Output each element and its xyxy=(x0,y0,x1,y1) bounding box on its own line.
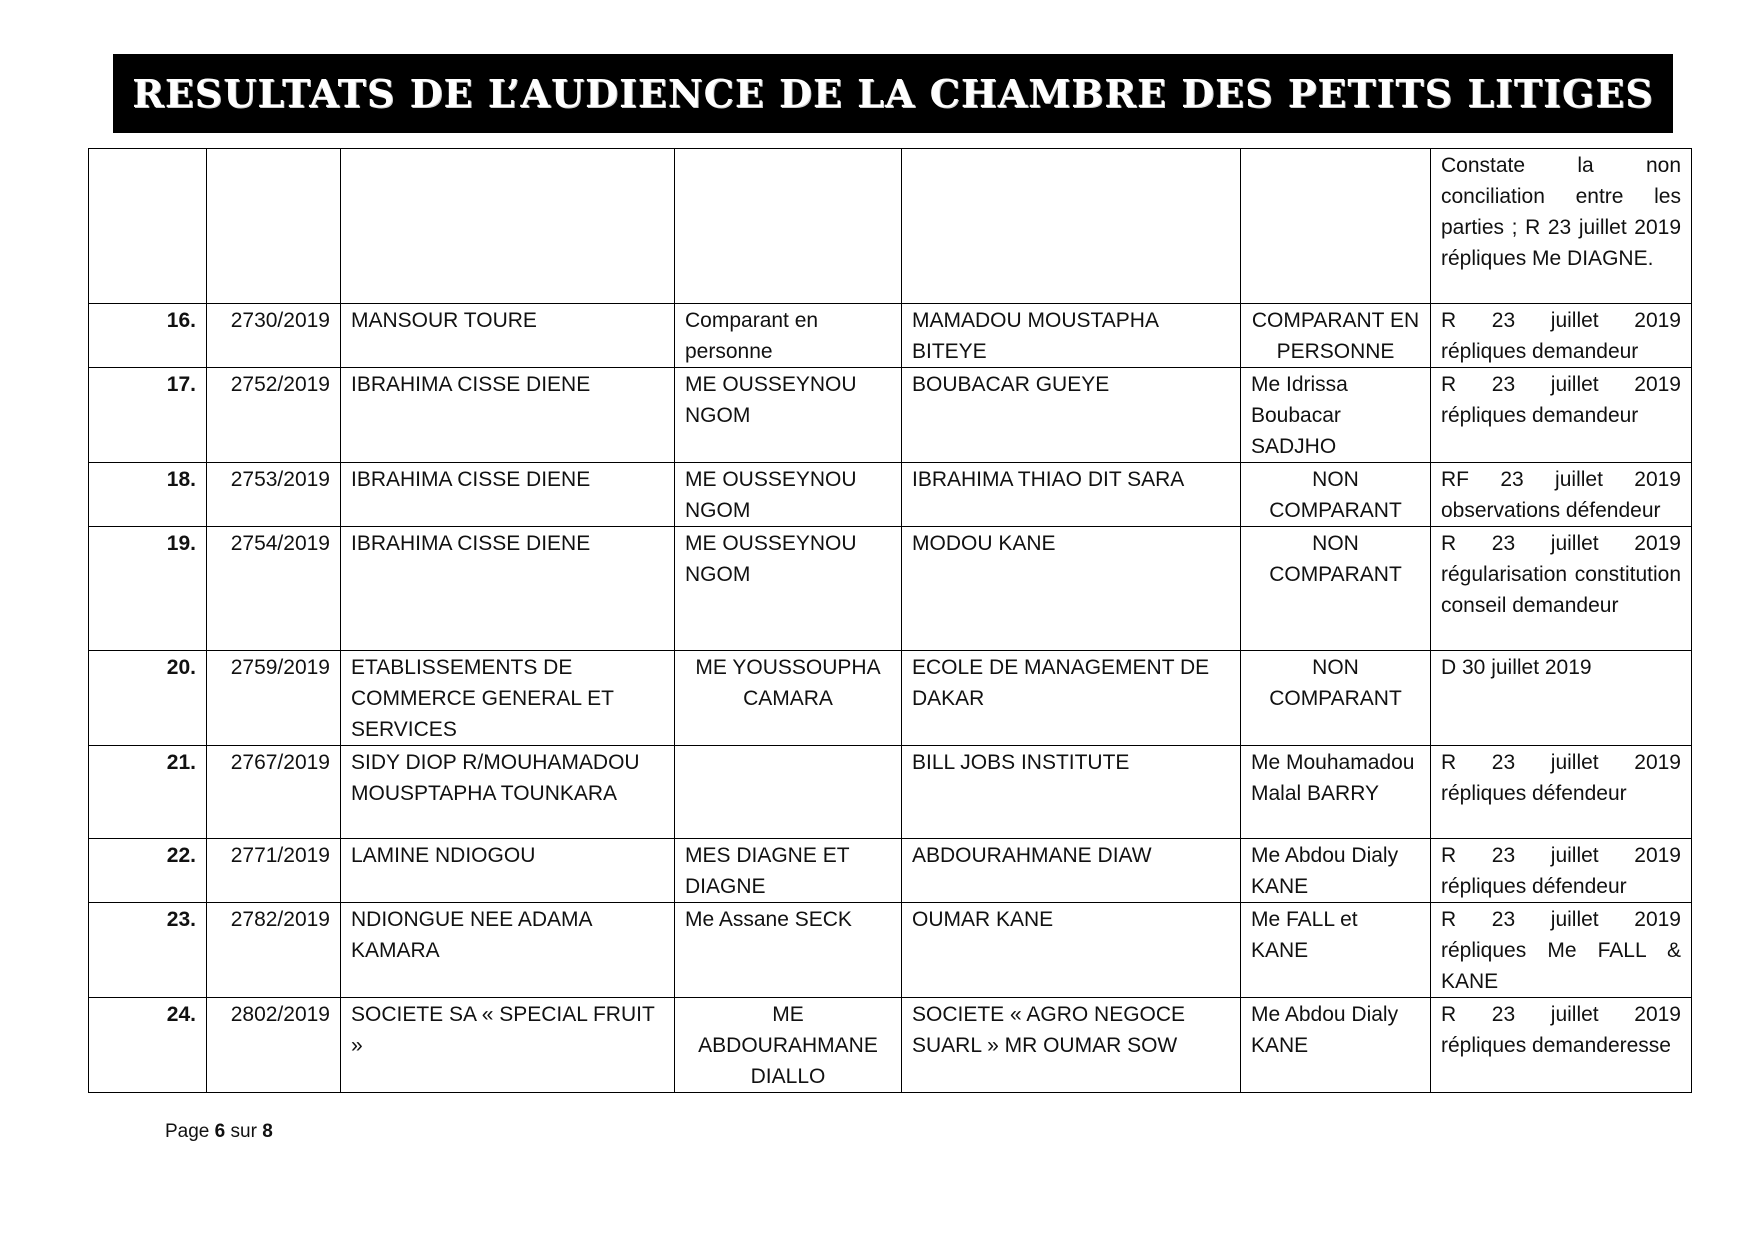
defendant: OUMAR KANE xyxy=(902,903,1241,998)
total-pages: 8 xyxy=(262,1121,273,1142)
row-number: 20. xyxy=(89,651,207,746)
table-row xyxy=(89,463,1692,527)
defendant-counsel: COMPARANT EN PERSONNE xyxy=(1241,304,1431,368)
case-number: 2802/2019 xyxy=(207,998,341,1093)
plaintiff: IBRAHIMA CISSE DIENE xyxy=(341,463,675,527)
row-number: 16. xyxy=(89,304,207,368)
defendant: IBRAHIMA THIAO DIT SARA xyxy=(902,463,1241,527)
defendant: SOCIETE « AGRO NEGOCE SUARL » MR OUMAR SOW xyxy=(902,998,1241,1093)
row-number: 24. xyxy=(89,998,207,1093)
decision: RF 23 juillet 2019 observations défendeur xyxy=(1431,463,1692,527)
defendant xyxy=(902,149,1241,304)
decision: R 23 juillet 2019 régularisation constitution conseil demandeur xyxy=(1431,527,1692,651)
row-number: 23. xyxy=(89,903,207,998)
plaintiff-counsel xyxy=(675,149,902,304)
case-number: 2752/2019 xyxy=(207,368,341,463)
defendant: BILL JOBS INSTITUTE xyxy=(902,746,1241,839)
decision: R 23 juillet 2019 répliques défendeur xyxy=(1431,839,1692,903)
defendant: ECOLE DE MANAGEMENT DE DAKAR xyxy=(902,651,1241,746)
plaintiff: ETABLISSEMENTS DE COMMERCE GENERAL ET SERVICES xyxy=(341,651,675,746)
defendant-counsel: Me Abdou Dialy KANE xyxy=(1241,998,1431,1093)
plaintiff: LAMINE NDIOGOU xyxy=(341,839,675,903)
defendant: BOUBACAR GUEYE xyxy=(902,368,1241,463)
table-row xyxy=(89,651,1692,746)
title-banner xyxy=(113,54,1673,133)
case-number: 2753/2019 xyxy=(207,463,341,527)
defendant-counsel xyxy=(1241,149,1431,304)
plaintiff: IBRAHIMA CISSE DIENE xyxy=(341,368,675,463)
case-number xyxy=(207,149,341,304)
defendant-counsel: Me Abdou Dialy KANE xyxy=(1241,839,1431,903)
defendant: MAMADOU MOUSTAPHA BITEYE xyxy=(902,304,1241,368)
row-number: 18. xyxy=(89,463,207,527)
table-row xyxy=(89,839,1692,903)
plaintiff-counsel: ME YOUSSOUPHA CAMARA xyxy=(675,651,902,746)
row-number xyxy=(89,149,207,304)
row-number: 22. xyxy=(89,839,207,903)
plaintiff: MANSOUR TOURE xyxy=(341,304,675,368)
plaintiff: NDIONGUE NEE ADAMA KAMARA xyxy=(341,903,675,998)
table-row xyxy=(89,149,1692,304)
case-number: 2730/2019 xyxy=(207,304,341,368)
case-number: 2759/2019 xyxy=(207,651,341,746)
page-title: RESULTATS DE L’AUDIENCE DE LA CHAMBRE DES PETITS LITIGES xyxy=(132,71,1654,116)
plaintiff-counsel: ME ABDOURAHMANE DIALLO xyxy=(675,998,902,1093)
case-number: 2771/2019 xyxy=(207,839,341,903)
table-row xyxy=(89,903,1692,998)
table-row xyxy=(89,304,1692,368)
plaintiff xyxy=(341,149,675,304)
current-page: 6 xyxy=(214,1121,226,1142)
results-table xyxy=(88,148,1692,1093)
table-row xyxy=(89,998,1692,1093)
defendant: MODOU KANE xyxy=(902,527,1241,651)
decision: R 23 juillet 2019 répliques Me FALL & KANE xyxy=(1431,903,1692,998)
plaintiff-counsel: Comparant en personne xyxy=(675,304,902,368)
page-footer xyxy=(165,1121,273,1143)
decision: R 23 juillet 2019 répliques demanderesse xyxy=(1431,998,1692,1093)
plaintiff-counsel: ME OUSSEYNOU NGOM xyxy=(675,368,902,463)
plaintiff-counsel xyxy=(675,746,902,839)
defendant: ABDOURAHMANE DIAW xyxy=(902,839,1241,903)
table-row xyxy=(89,527,1692,651)
defendant-counsel: Me FALL et KANE xyxy=(1241,903,1431,998)
decision: D 30 juillet 2019 xyxy=(1431,651,1692,746)
table-row xyxy=(89,746,1692,839)
defendant-counsel: Me Mouhamadou Malal BARRY xyxy=(1241,746,1431,839)
defendant-counsel: Me Idrissa Boubacar SADJHO xyxy=(1241,368,1431,463)
plaintiff: SIDY DIOP R/MOUHAMADOU MOUSPTAPHA TOUNKARA xyxy=(341,746,675,839)
decision: Constate la non conciliation entre les parties ; R 23 juillet 2019 répliques Me DIAGNE. xyxy=(1431,149,1692,304)
plaintiff-counsel: ME OUSSEYNOU NGOM xyxy=(675,527,902,651)
page-separator: sur xyxy=(230,1121,257,1142)
table-row xyxy=(89,368,1692,463)
defendant-counsel: NON COMPARANT xyxy=(1241,463,1431,527)
case-number: 2754/2019 xyxy=(207,527,341,651)
plaintiff: SOCIETE SA « SPECIAL FRUIT » xyxy=(341,998,675,1093)
decision: R 23 juillet 2019 répliques demandeur xyxy=(1431,304,1692,368)
decision: R 23 juillet 2019 répliques demandeur xyxy=(1431,368,1692,463)
plaintiff-counsel: Me Assane SECK xyxy=(675,903,902,998)
defendant-counsel: NON COMPARANT xyxy=(1241,651,1431,746)
row-number: 17. xyxy=(89,368,207,463)
case-number: 2782/2019 xyxy=(207,903,341,998)
case-number: 2767/2019 xyxy=(207,746,341,839)
plaintiff: IBRAHIMA CISSE DIENE xyxy=(341,527,675,651)
plaintiff-counsel: ME OUSSEYNOU NGOM xyxy=(675,463,902,527)
row-number: 21. xyxy=(89,746,207,839)
decision: R 23 juillet 2019 répliques défendeur xyxy=(1431,746,1692,839)
plaintiff-counsel: MES DIAGNE ET DIAGNE xyxy=(675,839,902,903)
row-number: 19. xyxy=(89,527,207,651)
page-label: Page xyxy=(165,1121,210,1142)
defendant-counsel: NON COMPARANT xyxy=(1241,527,1431,651)
